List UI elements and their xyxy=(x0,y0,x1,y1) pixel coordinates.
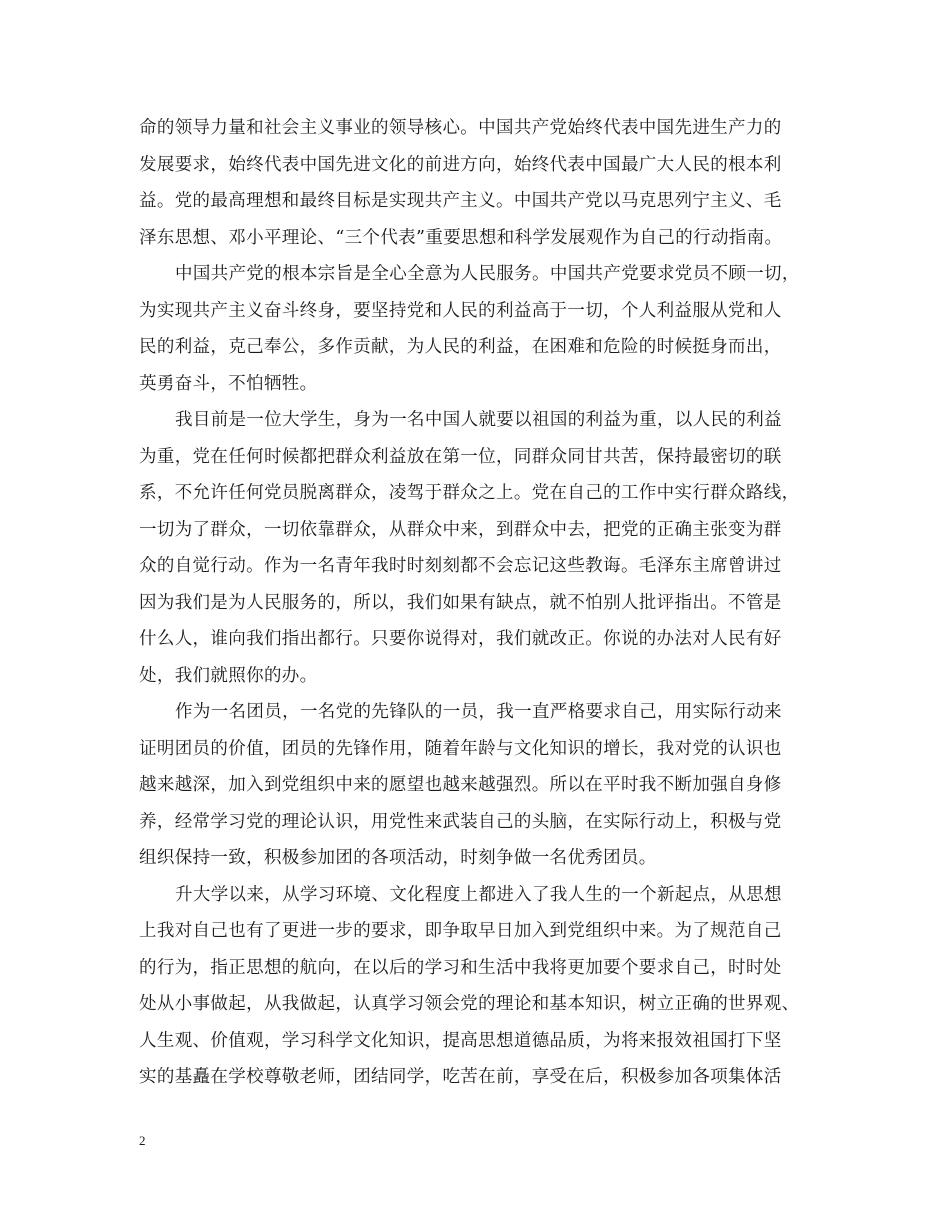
text-line: 系，不允许任何党员脱离群众，凌驾于群众之上。党在自己的工作中实行群众路线， xyxy=(139,483,800,503)
body-text xyxy=(139,110,829,1096)
text-line: 什么人，谁向我们指出都行。只要你说得对，我们就改正。你说的办法对人民有好 xyxy=(139,629,782,649)
paragraph xyxy=(139,256,829,402)
text-line: 益。党的最高理想和最终目标是实现共产主义。中国共产党以马克思列宁主义、毛 xyxy=(139,191,782,211)
text-line: 证明团员的价值，团员的先锋作用，随着年龄与文化知识的增长，我对党的认识也 xyxy=(139,738,782,759)
text-line: 众的自觉行动。作为一名青年我时时刻刻都不会忘记这些教诲。毛泽东主席曾讲过 xyxy=(139,556,782,576)
page-number: 2 xyxy=(139,1133,146,1148)
text-line: 人生观、价值观，学习科学文化知识，提高思想道德品质，为将来报效祖国打下坚 xyxy=(139,1030,782,1051)
text-line: 命的领导力量和社会主义事业的领导核心。中国共产党始终代表中国先进生产力的 xyxy=(139,118,782,138)
text-line: 处，我们就照你的办。 xyxy=(139,665,318,686)
paragraph xyxy=(139,110,829,256)
text-line: 一切为了群众，一切依靠群众，从群众中来，到群众中去，把党的正确主张变为群 xyxy=(139,519,782,540)
text-line: 为实现共产主义奋斗终身，要坚持党和人民的利益高于一切，个人利益服从党和人 xyxy=(139,300,782,321)
text-line: 越来越深，加入到党组织中来的愿望也越来越强烈。所以在平时我不断加强自身修 xyxy=(139,775,782,795)
paragraph xyxy=(139,877,829,1096)
paragraph xyxy=(139,402,829,694)
text-line: 为重，党在任何时候都把群众利益放在第一位，同群众同甘共苦，保持最密切的联 xyxy=(139,446,782,467)
text-line: 中国共产党的根本宗旨是全心全意为人民服务。中国共产党要求党员不顾一切， xyxy=(175,264,800,284)
text-line: 作为一名团员，一名党的先锋队的一员，我一直严格要求自己，用实际行动来 xyxy=(175,702,782,722)
text-line: 实的基矗在学校尊敬老师，团结同学，吃苦在前，享受在后，积极参加各项集体活 xyxy=(139,1067,782,1087)
text-line: 民的利益，克己奉公，多作贡献，为人民的利益，在困难和危险的时候挺身而出， xyxy=(139,337,782,357)
text-line: 的行为，指正思想的航向，在以后的学习和生活中我将更加要个要求自己，时时处 xyxy=(139,957,782,978)
paragraph xyxy=(139,694,829,877)
text-line: 组织保持一致，积极参加团的各项活动，时刻争做一名优秀团员。 xyxy=(139,848,657,868)
text-line: 上我对自己也有了更进一步的要求，即争取早日加入到党组织中来。为了规范自己 xyxy=(139,921,782,941)
text-line: 我目前是一位大学生，身为一名中国人就要以祖国的利益为重，以人民的利益 xyxy=(175,410,782,430)
text-line: 处从小事做起，从我做起，认真学习领会党的理论和基本知识，树立正确的世界观、 xyxy=(139,994,800,1014)
text-line: 养，经常学习党的理论认识，用党性来武装自己的头脑，在实际行动上，积极与党 xyxy=(139,811,782,832)
text-line: 发展要求，始终代表中国先进文化的前进方向，始终代表中国最广大人民的根本利 xyxy=(139,154,782,175)
text-line: 英勇奋斗，不怕牺牲。 xyxy=(139,373,318,394)
text-line: 升大学以来，从学习环境、文化程度上都进入了我人生的一个新起点，从思想 xyxy=(175,884,782,905)
text-line: 因为我们是为人民服务的，所以，我们如果有缺点，就不怕别人批评指出。不管是 xyxy=(139,592,782,613)
text-line: 泽东思想、邓小平理论、“三个代表”重要思想和科学发展观作为自己的行动指南。 xyxy=(139,227,783,248)
